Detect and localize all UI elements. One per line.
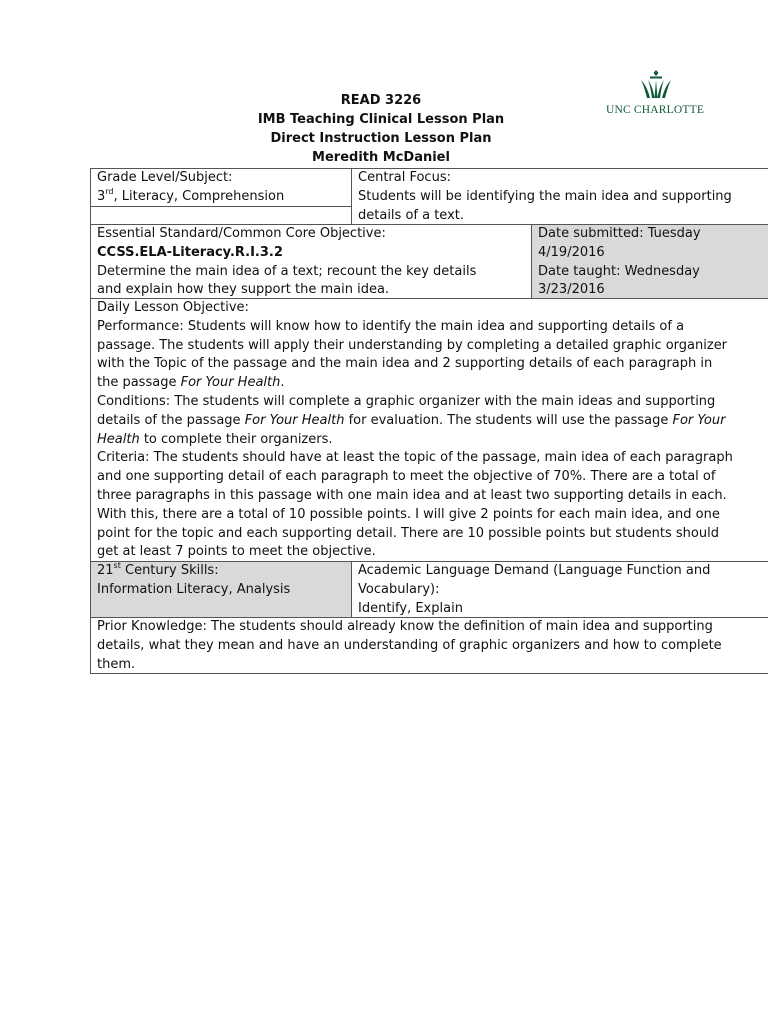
date-submitted-label: Date submitted: Tuesday: [538, 226, 701, 241]
grade-cell: [90, 168, 352, 207]
criteria-line3: three paragraphs in this passage with one main idea and at least two supporting details in each.: [97, 487, 727, 503]
language-line2: Vocabulary):: [358, 581, 440, 597]
criteria-line2: and one supporting detail of each paragraph to meet the objective of 70%. There are a total of: [97, 469, 716, 485]
performance-line4: the passage For Your Health.: [97, 375, 285, 391]
central-focus-label: Central Focus:: [358, 170, 451, 185]
grade-label: Grade Level/Subject:: [97, 170, 233, 185]
criteria-line5: point for the topic and each supporting detail. There are 10 possible points but students should: [97, 525, 719, 541]
document-subtitle: Direct Instruction Lesson Plan: [270, 131, 492, 146]
standard-label: Essential Standard/Common Core Objective:: [97, 226, 386, 241]
skills-label: 21st Century Skills:: [97, 561, 219, 578]
criteria-line4: With this, there are a total of 10 possible points. I will give 2 points for each main idea, and one: [97, 506, 720, 522]
central-focus-line2: details of a text.: [358, 207, 464, 223]
conditions-line1: Conditions: The students will complete a graphic organizer with the main ideas and supporting: [97, 393, 716, 409]
criteria-line1: Criteria: The students should have at least the topic of the passage, main idea of each paragraph: [97, 450, 733, 466]
date-submitted-value: 4/19/2016: [538, 244, 605, 260]
performance-line1: Performance: Students will know how to identify the main idea and supporting details of a: [97, 318, 685, 334]
conditions-line2: details of the passage For Your Health for evaluation. The students will use the passage For Your: [97, 412, 726, 428]
grade-value: 3rd, Literacy, Comprehension: [97, 186, 285, 204]
grade-cell-extension: [90, 206, 352, 225]
standard-line1: Determine the main idea of a text; recount the key details: [97, 263, 477, 279]
date-taught-value: 3/23/2016: [538, 282, 605, 298]
central-focus-cell: [351, 168, 768, 225]
document-title: IMB Teaching Clinical Lesson Plan: [257, 112, 505, 127]
logo-wordmark: UNC CHARLOTTE: [605, 104, 705, 116]
standard-cell: [90, 224, 532, 299]
standard-code: CCSS.ELA-Literacy.R.I.3.2: [97, 244, 283, 260]
prior-knowledge-cell: [90, 617, 768, 674]
objective-label: Daily Lesson Objective:: [97, 300, 249, 315]
standard-line2: and explain how they support the main idea.: [97, 282, 390, 298]
dates-cell: [531, 224, 768, 299]
course-code: READ 3226: [340, 93, 422, 108]
author-name: Meredith McDaniel: [312, 150, 450, 165]
objective-cell: [90, 298, 768, 562]
language-line1: Academic Language Demand (Language Function and: [358, 563, 711, 578]
skills-cell: [90, 561, 352, 618]
conditions-line3: Health to complete their organizers.: [97, 431, 333, 447]
skills-value: Information Literacy, Analysis: [97, 581, 291, 597]
performance-line3: with the Topic of the passage and the main idea and 2 supporting details of each paragraph in: [97, 356, 713, 372]
prior-line3: them.: [97, 656, 136, 672]
prior-line2: details, what they mean and have an understanding of graphic organizers and how to complete: [97, 637, 722, 653]
central-focus-line1: Students will be identifying the main idea and supporting: [358, 188, 732, 204]
language-line3: Identify, Explain: [358, 600, 463, 616]
performance-line2: passage. The students will apply their understanding by completing a detailed graphic organizer: [97, 337, 728, 353]
prior-line1: Prior Knowledge: The students should already know the definition of main idea and supporting: [97, 619, 713, 634]
language-cell: [351, 561, 768, 618]
criteria-line6: get at least 7 points to meet the objective.: [97, 544, 376, 560]
date-taught-label: Date taught: Wednesday: [538, 263, 700, 279]
